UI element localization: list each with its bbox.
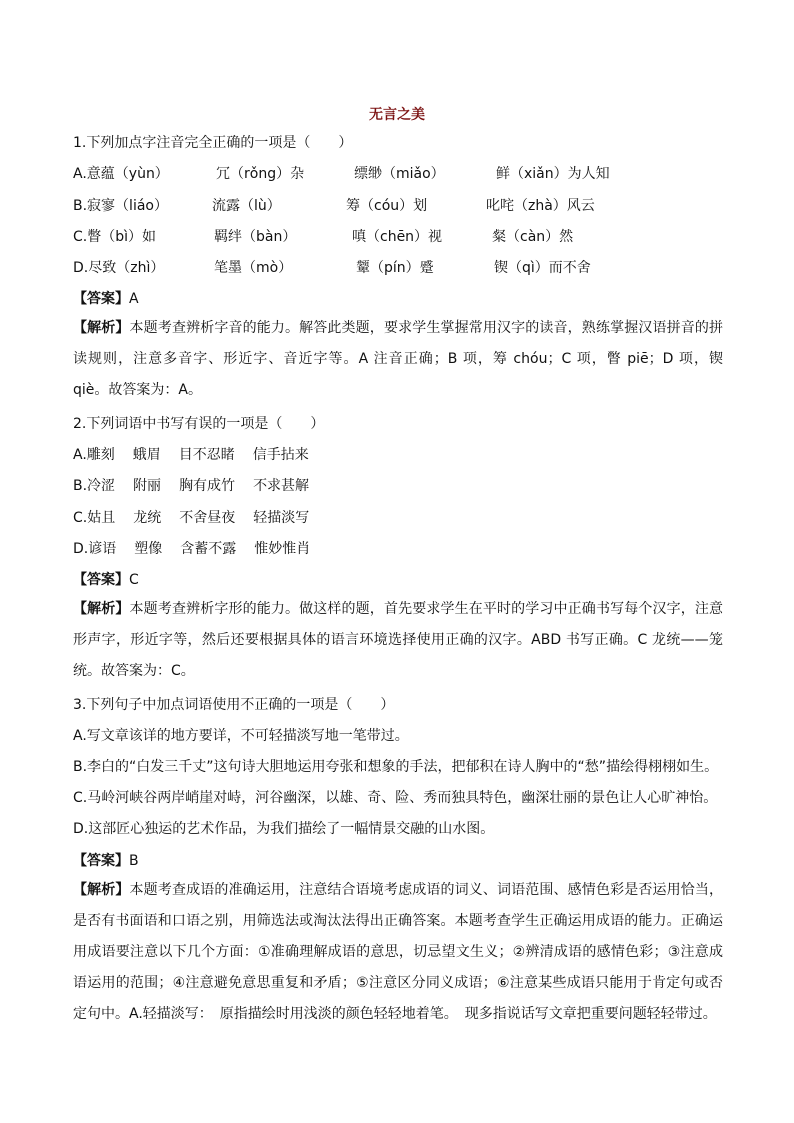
answer-value: B (129, 853, 139, 869)
q2-word: B.冷涩 (73, 478, 116, 494)
q3-answer (73, 852, 139, 870)
analysis-text: 本题考查成语的准确运用，注意结合语境考虑成语的词义、词语范围、感情色彩是否运用恰当，是否有书面语和口语之别，用筛选法或淘汰法得出正确答案。本题考查学生正确运用成语的能力。正确运用成语要注意以下几个方面：①准确理解成语的意思，切忌望文生义；②辨清成语的感情色彩；③注意成语运用的范围；④注意避免意思重复和矛盾；⑤注意区分同义成语；⑥注意某些成语只能用于肯定句或否定句中。A.轻描淡写： 原指描绘时用浅淡的颜色轻轻地着笔。 现多指说话写文章把重要问题轻轻带过。 (73, 882, 724, 1022)
q2-stem: 2.下列词语中书写有误的一项是（ ） (73, 416, 325, 432)
q1-option-a-4: 鲜（xiǎn）为人知 (496, 166, 610, 182)
q2-word: C.姑且 (73, 510, 116, 526)
q1-option-b-3: 筹（cóu）划 (346, 198, 428, 214)
q2-option-d (73, 540, 328, 558)
q1-option-a-3: 缥缈（miǎo） (354, 166, 445, 182)
q1-option-d-4: 锲（qì）而不舍 (494, 260, 591, 276)
answer-tag: 【答案】 (73, 853, 129, 869)
analysis-tag: 【解析】 (73, 601, 130, 617)
answer-tag: 【答案】 (73, 572, 129, 588)
q1-option-a-2: 冗（rǒng）杂 (216, 166, 305, 182)
q3-option-b: B.李白的“白发三千丈”这句诗大胆地运用夸张和想象的手法，把郁积在诗人胸中的“愁”描绘得栩栩如生。 (73, 759, 719, 775)
q2-answer (73, 571, 139, 589)
q2-option-a (73, 446, 327, 464)
q1-option-c-2: 羁绊（bàn） (214, 229, 297, 245)
q2-word: 目不忍睹 (178, 447, 235, 463)
q2-word: 胸有成竹 (179, 478, 236, 494)
q1-option-c-3: 嗔（chēn）视 (352, 229, 443, 245)
page-title: 无言之美 (369, 107, 425, 123)
q3-stem: 3.下列句子中加点词语使用不正确的一项是（ ） (73, 697, 395, 713)
answer-value: C (129, 572, 139, 588)
answer-value: A (129, 291, 139, 307)
q2-word: 信手拈来 (252, 447, 309, 463)
answer-tag: 【答案】 (73, 291, 129, 307)
q1-option-d-3: 颦（pín）蹙 (356, 260, 434, 276)
q2-word: 塑像 (134, 541, 163, 557)
q1-option-b-2: 流露（lù） (212, 198, 281, 214)
q2-word: 龙统 (133, 510, 162, 526)
q1-option-c-4: 粲（càn）然 (492, 229, 574, 245)
q2-analysis (73, 594, 723, 687)
analysis-text: 本题考查辨析字音的能力。解答此类题，要求学生掌握常用汉字的读音，熟练掌握汉语拼音的拼读规则，注意多音字、形近字、音近字等。A 注音正确；B 项，筹 chóu；C 项，瞥 piē；D 项，锲 qiè。故答案为：A。 (73, 320, 724, 398)
q1-option-c-1: C.瞥（bì）如 (73, 229, 157, 245)
q2-word: 轻描淡写 (253, 510, 310, 526)
q1-answer (73, 290, 139, 308)
q2-word: A.雕刻 (73, 447, 115, 463)
q1-option-d-2: 笔墨（mò） (214, 260, 293, 276)
analysis-tag: 【解析】 (73, 320, 130, 336)
q1-option-b-4: 叱咤（zhà）风云 (486, 198, 595, 214)
q1-option-b-1: B.寂寥（liáo） (73, 198, 168, 214)
q2-word: 不求甚解 (253, 478, 310, 494)
q2-word: D.谚语 (73, 541, 117, 557)
q2-word: 蛾眉 (132, 447, 161, 463)
q3-option-a: A.写文章该详的地方要详，不可轻描淡写地一笔带过。 (73, 728, 409, 744)
q1-stem: 1.下列加点字注音完全正确的一项是（ ） (73, 135, 353, 151)
q1-option-a-1: A.意蕴（yùn） (73, 166, 169, 182)
analysis-text: 本题考查辨析字形的能力。做这样的题，首先要求学生在平时的学习中正确书写每个汉字，注意形声字，形近字等，然后还要根据具体的语言环境选择使用正确的汉字。ABD 书写正确。C 龙统——笼统。故答案为：C。 (73, 601, 724, 679)
q2-word: 不舍昼夜 (179, 510, 236, 526)
q2-word: 含蓄不露 (180, 541, 237, 557)
q2-option-b (73, 477, 327, 495)
q1-option-d-1: D.尽致（zhì） (73, 260, 165, 276)
q2-word: 惟妙惟肖 (254, 541, 311, 557)
q2-word: 附丽 (133, 478, 162, 494)
q3-option-d: D.这部匠心独运的艺术作品，为我们描绘了一幅情景交融的山水图。 (73, 821, 495, 837)
analysis-tag: 【解析】 (73, 882, 130, 898)
q3-analysis (73, 875, 723, 1030)
q2-option-c (73, 509, 327, 527)
q1-analysis (73, 313, 723, 406)
q3-option-c: C.马岭河峡谷两岸峭崖对峙，河谷幽深，以雄、奇、险、秀而独具特色，幽深壮丽的景色让人心旷神怡。 (73, 790, 718, 806)
